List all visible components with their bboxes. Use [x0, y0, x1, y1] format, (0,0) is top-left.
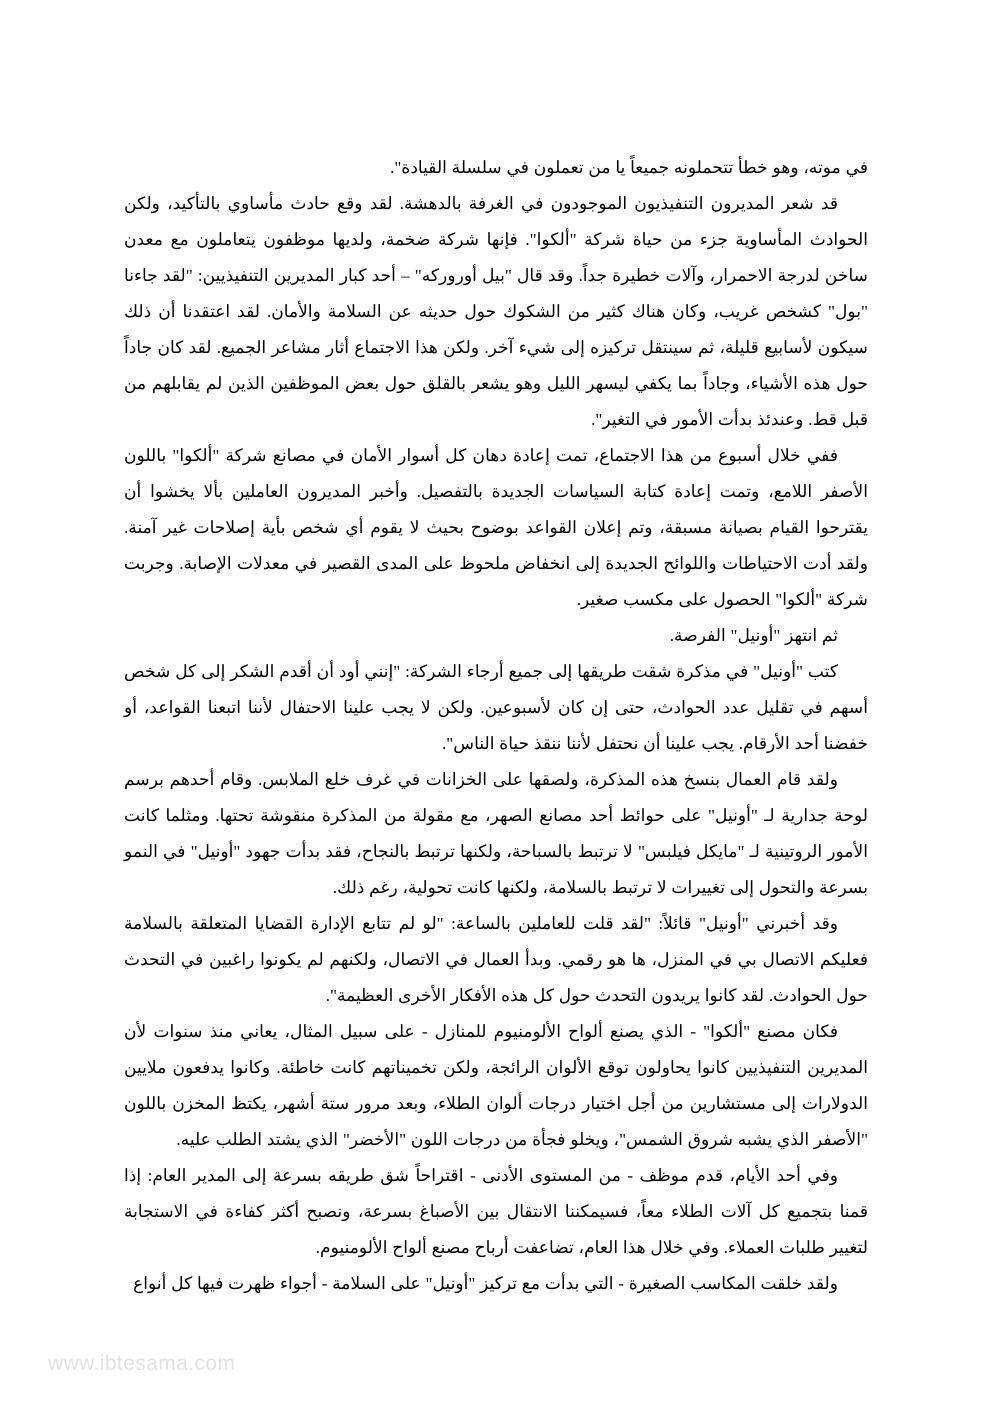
paragraph-5: كتب "أونيل" في مذكرة شقت طريقها إلى جميع أرجاء الشركة: "إنني أود أن أقدم الشكر إلى كل شخص أسهم في تقليل عدد الحوادث، حتى إن كان لأسبوعين. ولكن لا يجب علينا الاحتفال لأننا اتبعنا القواعد، أو خفضنا أحد الأرقام. يجب علينا أن نحتفل لأننا ننقذ حياة الناس". [124, 662, 868, 753]
paragraph-1: في موته، وهو خطأ تتحملونه جميعاً يا من تعملون في سلسلة القيادة". [390, 158, 868, 177]
site-watermark: www.ibtesama.com [48, 1352, 236, 1375]
paragraph-7: وقد أخبرني "أونيل" قائلاً: "لقد قلت للعاملين بالساعة: "لو لم تتابع الإدارة القضايا المتعلقة بالسلامة فعليكم الاتصال بي في المنزل، ها هو رقمي. وبدأ العمال في الاتصال، ولكنهم لم يكونوا راغبين في التحدث حول الحوادث. لقد كانوا يريدون التحدث حول كل هذه الأفكار الأخرى العظيمة". [124, 914, 868, 1005]
paragraph-8: فكان مصنع "ألكوا" - الذي يصنع ألواح الألومنيوم للمنازل - على سبيل المثال، يعاني منذ سنوات لأن المديرين التنفيذيين كانوا يحاولون توقع الألوان الرائجة، ولكن تخميناتهم كانت خاطئة. وكانوا يدفعون ملايين الدولارات إلى مستشارين من أجل اختيار درجات ألوان الطلاء، وبعد مرور ستة أشهر، يكتظ المخزن باللون "الأصفر الذي يشبه شروق الشمس"، ويخلو فجأة من درجات اللون "الأخضر" الذي يشتد الطلب عليه. [124, 1022, 868, 1149]
paragraph-3: ففي خلال أسبوع من هذا الاجتماع، تمت إعادة دهان كل أسوار الأمان في مصانع شركة "ألكوا" باللون الأصفر اللامع، وتمت إعادة كتابة السياسات الجديدة بالتفصيل. وأخبر المديرون العاملين بألا يخشوا أن يقترحوا القيام بصيانة مسبقة، وتم إعلان القواعد بوضوح بحيث لا يقوم أي شخص بأية إصلاحات غير آمنة. ولقد أدت الاحتياطات واللوائح الجديدة إلى انخفاض ملحوظ على المدى القصير في معدلات الإصابة. وجربت شركة "ألكوا" الحصول على مكسب صغير. [124, 446, 868, 609]
paragraph-4: ثم انتهز "أونيل" الفرصة. [669, 626, 838, 645]
document-text-body [124, 150, 868, 1302]
paragraph-6: ولقد قام العمال بنسخ هذه المذكرة، ولصقها على الخزانات في غرف خلع الملابس. وقام أحدهم برسم لوحة جدارية لـ "أونيل" على حوائط أحد مصانع الصهر، مع مقولة من المذكرة منقوشة تحتها. ومثلما كانت الأمور الروتينية لـ "مايكل فيلبس" لا ترتبط بالسباحة، ولكنها ترتبط بالنجاح، فقد بدأت جهود "أونيل" في النمو بسرعة والتحول إلى تغييرات لا ترتبط بالسلامة، ولكنها كانت تحولية، رغم ذلك. [124, 770, 868, 897]
paragraph-2: قد شعر المديرون التنفيذيون الموجودون في الغرفة بالدهشة. لقد وقع حادث مأساوي بالتأكيد، ولكن الحوادث المأساوية جزء من حياة شركة "ألكوا". فإنها شركة ضخمة، ولديها موظفون يتعاملون مع معدن ساخن لدرجة الاحمرار، وآلات خطيرة جداً. وقد قال "بيل أوروركه" – أحد كبار المديرين التنفيذيين: "لقد جاءنا "بول" كشخص غريب، وكان هناك كثير من الشكوك حول حديثه عن السلامة والأمان. لقد اعتقدنا أن ذلك سيكون لأسابيع قليلة، ثم سينتقل تركيزه إلى شيء آخر. ولكن هذا الاجتماع أثار مشاعر الجميع. لقد كان جاداً حول هذه الأشياء، وجاداً بما يكفي ليسهر الليل وهو يشعر بالقلق حول بعض الموظفين الذين لم يقابلهم من قبل قط. وعندئذ بدأت الأمور في التغير". [124, 194, 868, 429]
paragraph-9: وفي أحد الأيام، قدم موظف - من المستوى الأدنى - اقتراحاً شق طريقه بسرعة إلى المدير العام: إذا قمنا بتجميع كل آلات الطلاء معاً، فسيمكننا الانتقال بين الأصباغ بسرعة، ونصبح أكثر كفاءة في الاستجابة لتغيير طلبات العملاء. وفي خلال هذا العام، تضاعفت أرباح مصنع ألواح الألومنيوم. [124, 1166, 868, 1257]
paragraph-10: ولقد خلقت المكاسب الصغيرة - التي بدأت مع تركيز "أونيل" على السلامة - أجواء ظهرت فيها كل أنواع [133, 1274, 838, 1293]
